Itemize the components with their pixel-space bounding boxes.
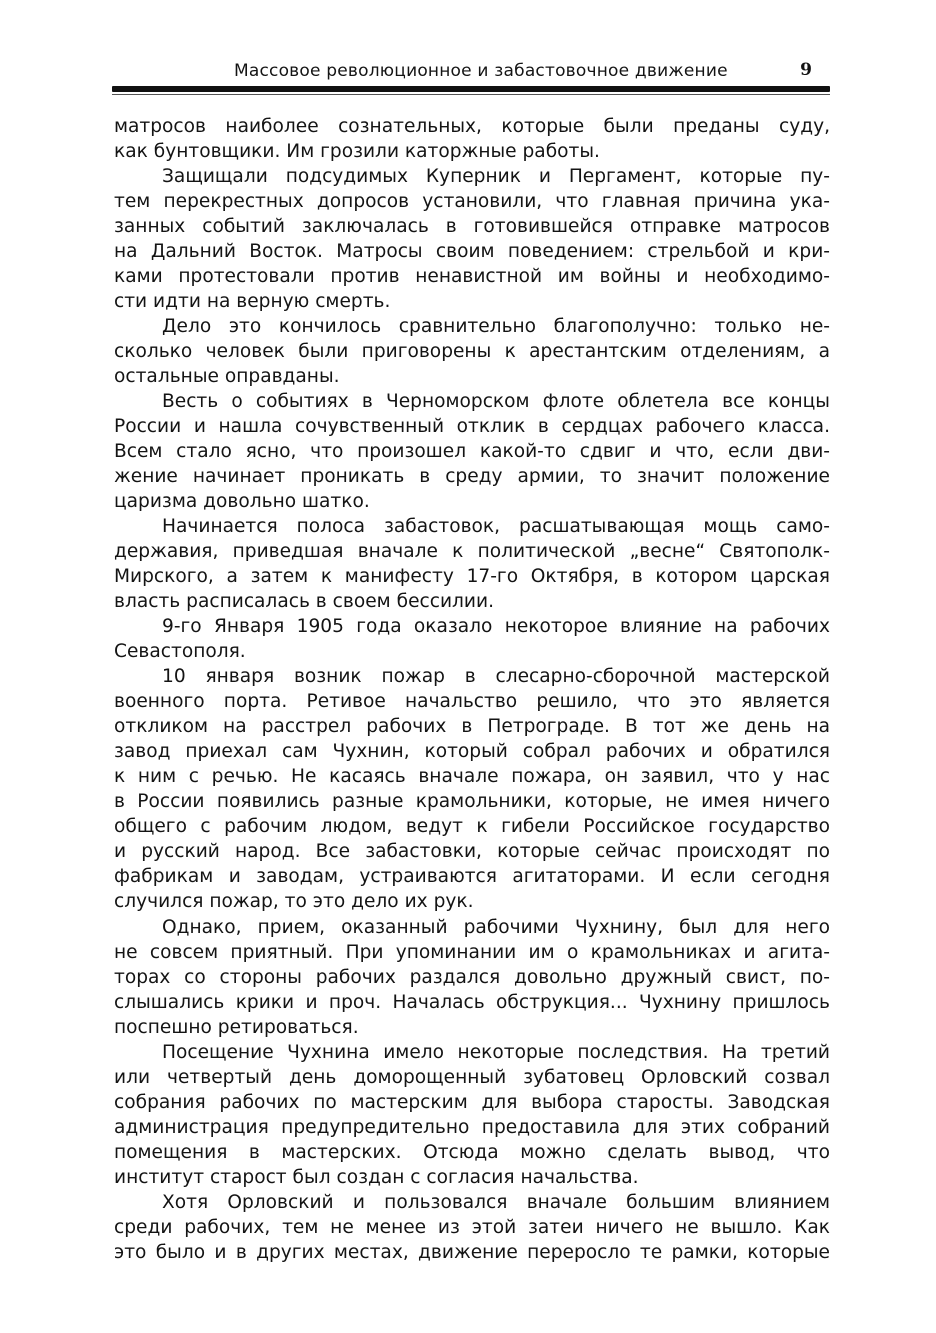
text-line: матросов наиболее сознательных, которые были преданы суду,	[114, 116, 830, 137]
header-rule	[112, 86, 830, 92]
paragraph	[114, 514, 830, 614]
text-line: к ним с речью. Не касаясь вначале пожара, он заявил, что у нас	[114, 766, 830, 788]
text-line: тем перекрестных допросов установили, что главная причина ука-	[114, 191, 830, 213]
paragraph	[114, 1190, 830, 1265]
paragraph	[114, 164, 830, 314]
text-line: откликом на расстрел рабочих в Петрограде. В тот же день на	[114, 716, 830, 738]
paragraph	[114, 915, 830, 1040]
paragraph	[114, 664, 830, 914]
text-line: Дело это кончилось сравнительно благополучно: только не-	[162, 316, 830, 338]
text-line: администрация предупредительно предоставила для этих собраний	[114, 1116, 830, 1138]
text-line: военного порта. Ретивое начальство решило, что это является	[114, 691, 830, 713]
paragraph	[114, 1040, 830, 1190]
text-line: торах со стороны рабочих раздался довольно дружный свист, по-	[114, 966, 830, 988]
text-line: Начинается полоса забастовок, расшатывающая мощь само-	[162, 516, 830, 538]
text-line: Хотя Орловский и пользовался вначале большим влиянием	[162, 1191, 830, 1213]
text-line: жение начинает проникать в среду армии, то значит положение	[114, 466, 830, 488]
text-line: как бунтовщики. Им грозили каторжные работы.	[114, 141, 600, 163]
text-line: фабрикам и заводам, устраиваются агитаторами. И если сегодня	[114, 866, 830, 888]
paragraph	[114, 114, 830, 164]
text-line: Всем стало ясно, что произошел какой-то сдвиг и что, если дви-	[114, 441, 830, 463]
text-line: Весть о событиях в Черноморском флоте облетела все концы	[162, 391, 830, 413]
paragraph	[114, 314, 830, 389]
text-line: державия, приведшая вначале к политической „весне“ Святополк-	[114, 541, 830, 563]
running-head-title: Массовое революционное и забастовочное движение	[234, 61, 728, 81]
page-number: 9	[800, 60, 812, 80]
text-line: общего с рабочим людом, ведут к гибели Российское государство	[114, 816, 830, 838]
paragraph	[114, 389, 830, 514]
text-line: случился пожар, то это дело их рук.	[114, 891, 474, 913]
text-line: сколько человек были приговорены к арестантским отделениям, а	[114, 341, 830, 363]
text-line: среди рабочих, тем не менее из этой затеи ничего не вышло. Как	[114, 1216, 830, 1238]
text-line: и русский народ. Все забастовки, которые сейчас происходят по	[114, 841, 830, 863]
text-line: слышались крики и проч. Началась обструкция... Чухнину пришлось	[114, 991, 830, 1013]
text-line: занных событий заключалась в готовившейся отправке матросов	[114, 216, 830, 238]
text-line: Севастополя.	[114, 641, 246, 663]
text-line: России и нашла сочувственный отклик в сердцах рабочего класса.	[114, 416, 830, 438]
text-line: в России появились разные крамольники, которые, не имея ничего	[114, 791, 830, 813]
text-line: это было и в других местах, движение переросло те рамки, которые	[114, 1241, 830, 1263]
text-line: завод приехал сам Чухнин, который собрал рабочих и обратился	[114, 741, 830, 763]
text-line: поспешно ретироваться.	[114, 1016, 359, 1038]
text-line: 9-го Января 1905 года оказало некоторое влияние на рабочих	[162, 616, 830, 638]
text-line: 10 января возник пожар в слесарно-сборочной мастерской	[162, 666, 830, 688]
text-line: на Дальний Восток. Матросы своим поведением: стрельбой и кри-	[114, 241, 830, 263]
text-line: власть расписалась в своем бессилии.	[114, 591, 495, 613]
text-line: собрания рабочих по мастерским для выбора старосты. Заводская	[114, 1091, 830, 1113]
text-line: сти идти на верную смерть.	[114, 291, 391, 313]
text-line: Посещение Чухнина имело некоторые последствия. На третий	[162, 1041, 830, 1063]
text-line: или четвертый день доморощенный зубатовец Орловский созвал	[114, 1066, 830, 1088]
header-rule-thin	[112, 94, 830, 95]
text-line: остальные оправданы.	[114, 366, 340, 388]
text-line: царизма довольно шатко.	[114, 491, 370, 513]
text-line: не совсем приятный. При упоминании им о крамольниках и агита-	[114, 941, 830, 963]
text-line: институт старост был создан с согласия начальства.	[114, 1166, 639, 1188]
running-head	[112, 58, 830, 84]
paragraph	[114, 614, 830, 664]
text-line: ками протестовали против ненавистной им войны и необходимо-	[114, 266, 830, 288]
text-line: Однако, прием, оказанный рабочими Чухнину, был для него	[162, 916, 830, 938]
text-line: Защищали подсудимых Куперник и Пергамент, которые пу-	[162, 166, 830, 188]
text-line: помещения в мастерских. Отсюда можно сделать вывод, что	[114, 1141, 830, 1163]
text-line: Мирского, а затем к манифесту 17-го Октября, в котором царская	[114, 566, 830, 588]
body-text	[114, 114, 830, 1265]
